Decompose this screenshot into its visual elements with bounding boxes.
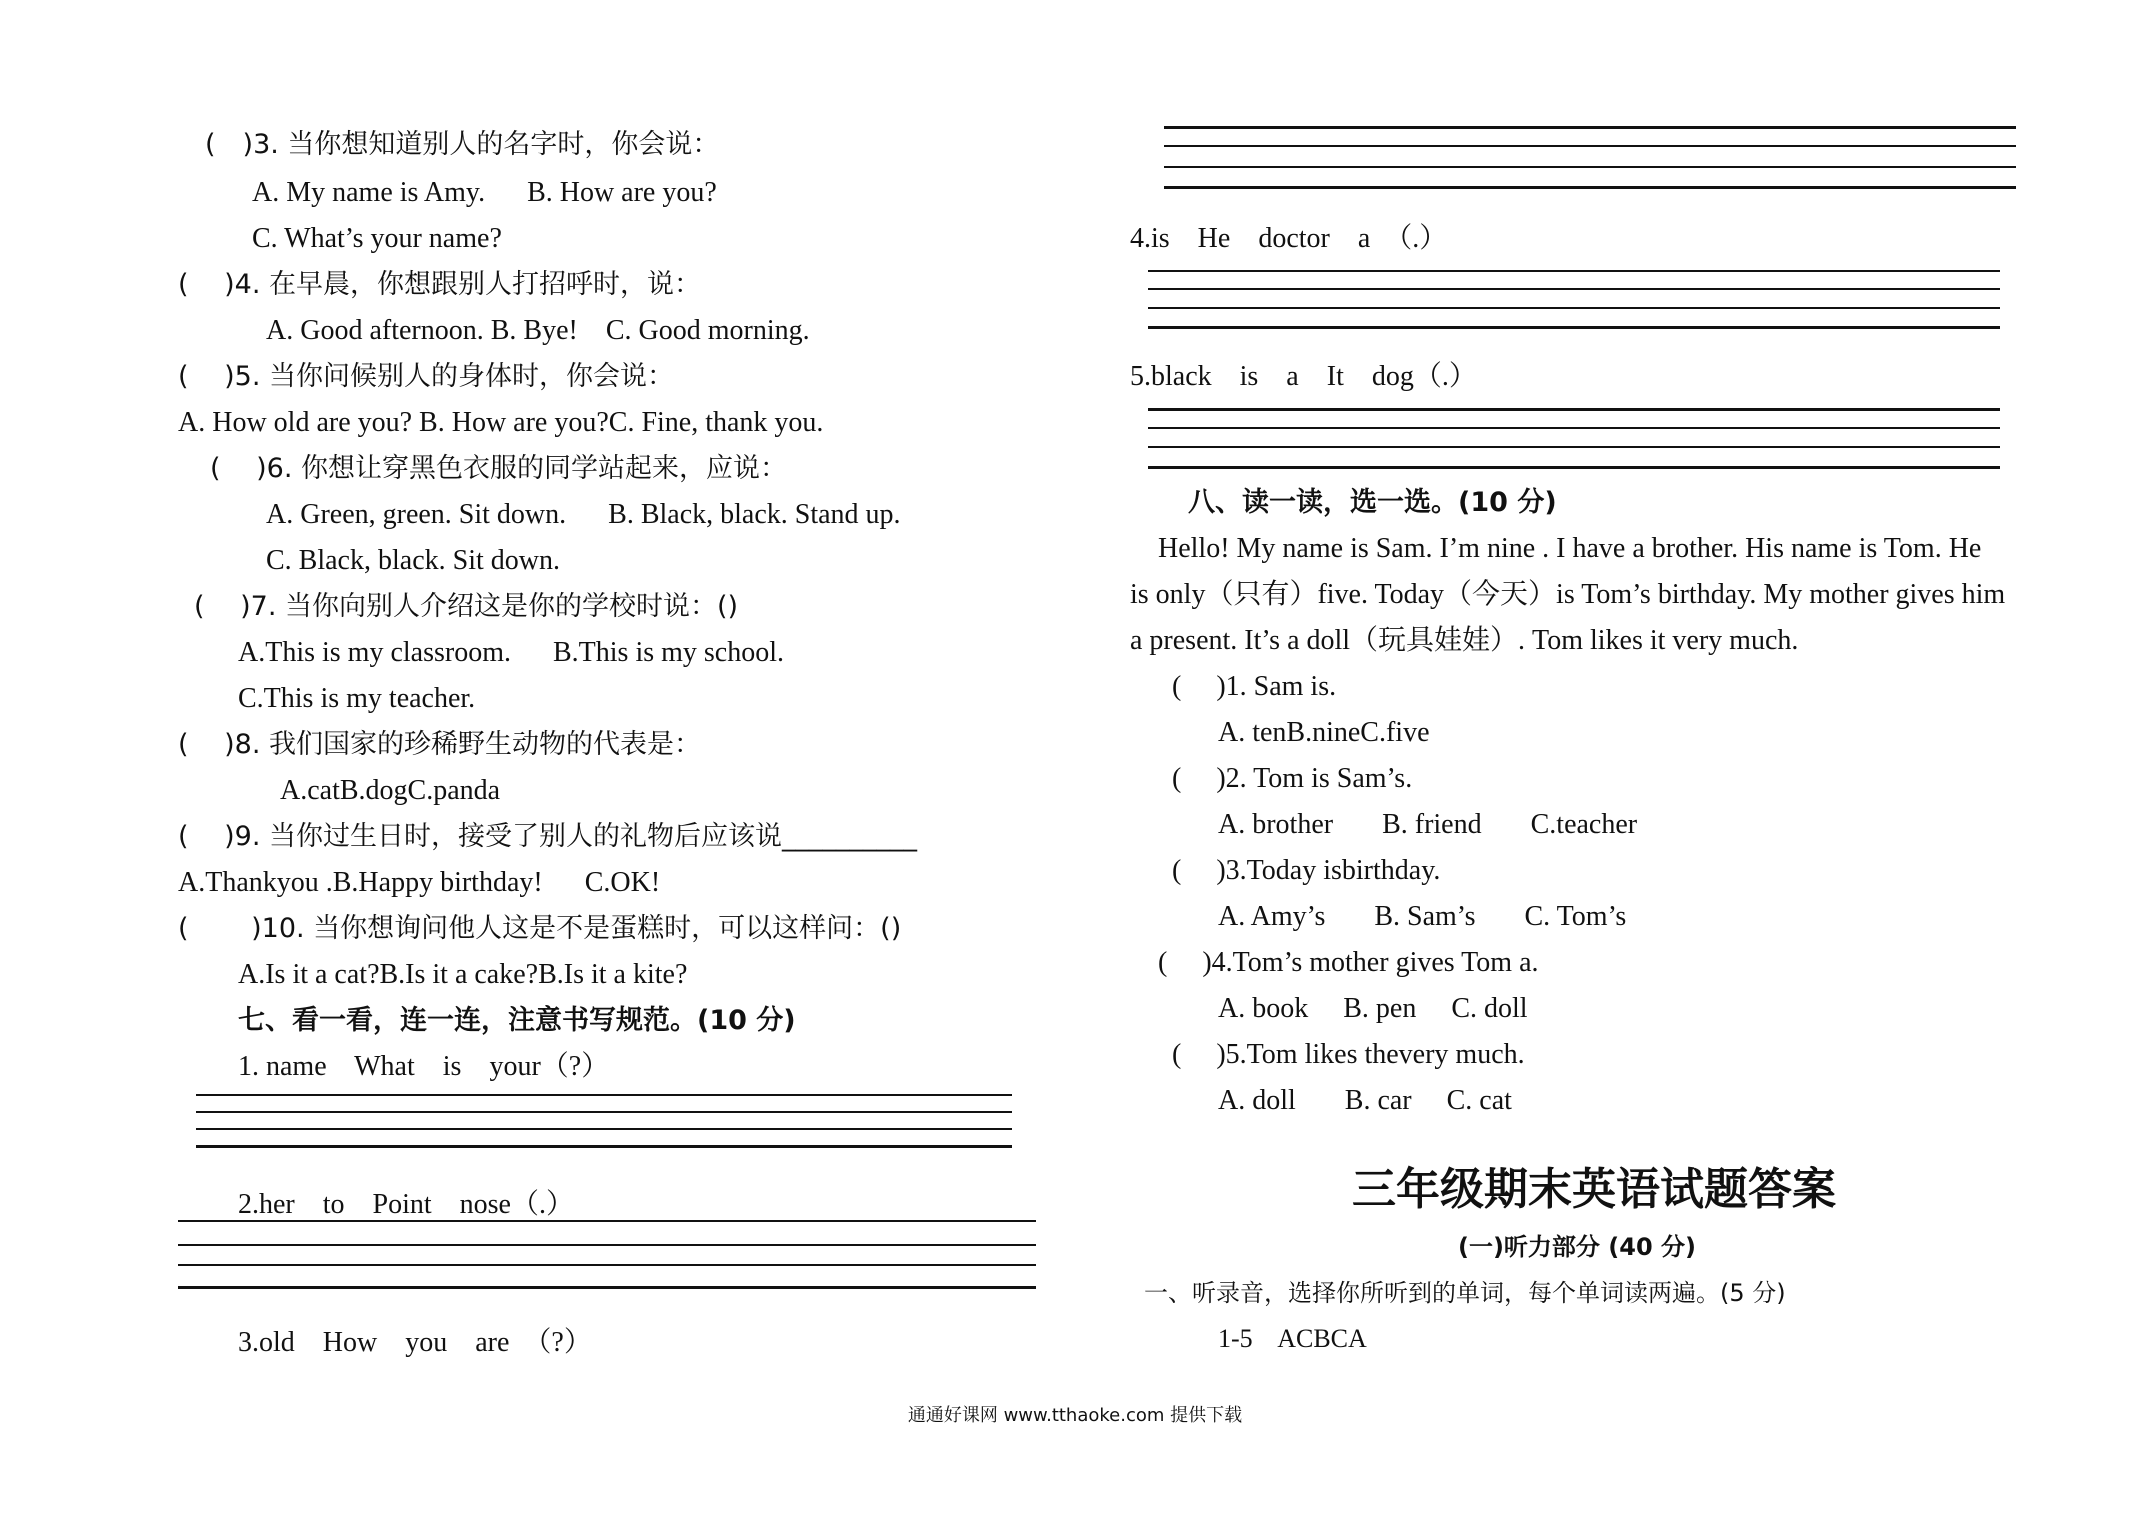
writing-line (1148, 270, 2000, 272)
answer-section-1: 一、听录音，选择你所听到的单词，每个单词读两遍。(5 分) (1144, 1279, 1786, 1307)
reading-q4-options: A. book B. pen C. doll (1218, 993, 1528, 1024)
writing-line (1148, 466, 2000, 469)
q5-stem: ( )5. 当你问候别人的身体时，你会说： (178, 361, 674, 392)
footer-watermark: 通通好课网 www.tthaoke.com 提供下载 (907, 1405, 1243, 1426)
q9-stem: ( )9. 当你过生日时，接受了别人的礼物后应该说__________ (178, 821, 917, 852)
passage-line-3: a present. It’s a doll（玩具娃娃）. Tom likes it very much. (1130, 625, 1799, 656)
writing-line (1148, 307, 2000, 309)
q3-options-2: C. What’s your name? (252, 223, 502, 254)
s7-item-4: 4.is He doctor a （.） (1130, 223, 1448, 254)
reading-q5-stem: ( )5.Tom likes thevery much. (1172, 1039, 1525, 1070)
section-7-heading: 七、看一看，连一连，注意书写规范。(10 分) (238, 1005, 796, 1036)
writing-line (1148, 326, 2000, 329)
writing-line (1148, 446, 2000, 448)
s7-item-2: 2.her to Point nose（.） (238, 1189, 574, 1220)
section-8-heading: 八、读一读，选一选。(10 分) (1188, 487, 1557, 518)
reading-q2-options: A. brother B. friend C.teacher (1218, 809, 1638, 840)
q4-options: A. Good afternoon. B. Bye! C. Good morning. (266, 315, 810, 346)
q8-stem: ( )8. 我们国家的珍稀野生动物的代表是： (178, 729, 701, 760)
reading-q2-stem: ( )2. Tom is Sam’s. (1172, 763, 1413, 794)
q3-options-1: A. My name is Amy. B. How are you? (252, 177, 717, 208)
reading-q4-stem: ( )4.Tom’s mother gives Tom a. (1158, 947, 1539, 978)
q5-options: A. How old are you? B. How are you?C. Fine, thank you. (178, 407, 824, 438)
answer-key-title: 三年级期末英语试题答案 (1352, 1164, 1836, 1215)
q8-options: A.catB.dogC.panda (280, 775, 501, 806)
q6-options-1: A. Green, green. Sit down. B. Black, black. Stand up. (266, 499, 901, 530)
reading-q5-options: A. doll B. car C. cat (1218, 1085, 1512, 1116)
q6-options-2: C. Black, black. Sit down. (266, 545, 560, 576)
answer-key-subtitle: (一)听力部分 (40 分) (1458, 1233, 1696, 1261)
writing-line (1164, 145, 2016, 147)
q10-options: A.Is it a cat?B.Is it a cake?B.Is it a kite? (238, 959, 688, 990)
q6-stem: ( )6. 你想让穿黑色衣服的同学站起来，应说： (210, 453, 787, 484)
answer-section-1-key: 1-5 ACBCA (1218, 1324, 1367, 1353)
s7-item-1: 1. name What is your（?） (238, 1051, 610, 1082)
q9-options: A.Thankyou .B.Happy birthday! C.OK! (178, 867, 661, 898)
writing-line (196, 1128, 1012, 1130)
writing-line (178, 1220, 1036, 1222)
q7-options-2: C.This is my teacher. (238, 683, 476, 714)
writing-line (1148, 288, 2000, 290)
reading-q3-stem: ( )3.Today isbirthday. (1172, 855, 1441, 886)
writing-line (1164, 126, 2016, 129)
passage-line-1: Hello! My name is Sam. I’m nine . I have a brother. His name is Tom. He (1158, 533, 1982, 564)
writing-line (178, 1286, 1036, 1289)
q4-stem: ( )4. 在早晨，你想跟别人打招呼时，说： (178, 269, 701, 300)
writing-line (196, 1094, 1012, 1096)
reading-q1-options: A. tenB.nineC.five (1218, 717, 1430, 748)
writing-line (1164, 186, 2016, 189)
writing-line (1148, 408, 2000, 411)
writing-line (196, 1145, 1012, 1148)
writing-line (1164, 166, 2016, 168)
passage-line-2: is only（只有）five. Today（今天）is Tom’s birthday. My mother gives him (1130, 579, 2006, 610)
q3-stem: ( )3. 当你想知道别人的名字时，你会说： (205, 129, 720, 160)
writing-line (178, 1244, 1036, 1246)
q10-stem: ( )10. 当你想询问他人这是不是蛋糕时，可以这样问：() (178, 913, 902, 944)
q7-options-1: A.This is my classroom. B.This is my school. (238, 637, 784, 668)
writing-line (1148, 427, 2000, 429)
s7-item-5: 5.black is a It dog（.） (1130, 361, 1477, 392)
q7-stem: ( )7. 当你向别人介绍这是你的学校时说：() (194, 591, 739, 622)
writing-line (178, 1264, 1036, 1266)
writing-line (196, 1111, 1012, 1113)
reading-q3-options: A. Amy’s B. Sam’s C. Tom’s (1218, 901, 1627, 932)
reading-q1-stem: ( )1. Sam is. (1172, 671, 1337, 702)
s7-item-3: 3.old How you are （?） (238, 1327, 592, 1358)
